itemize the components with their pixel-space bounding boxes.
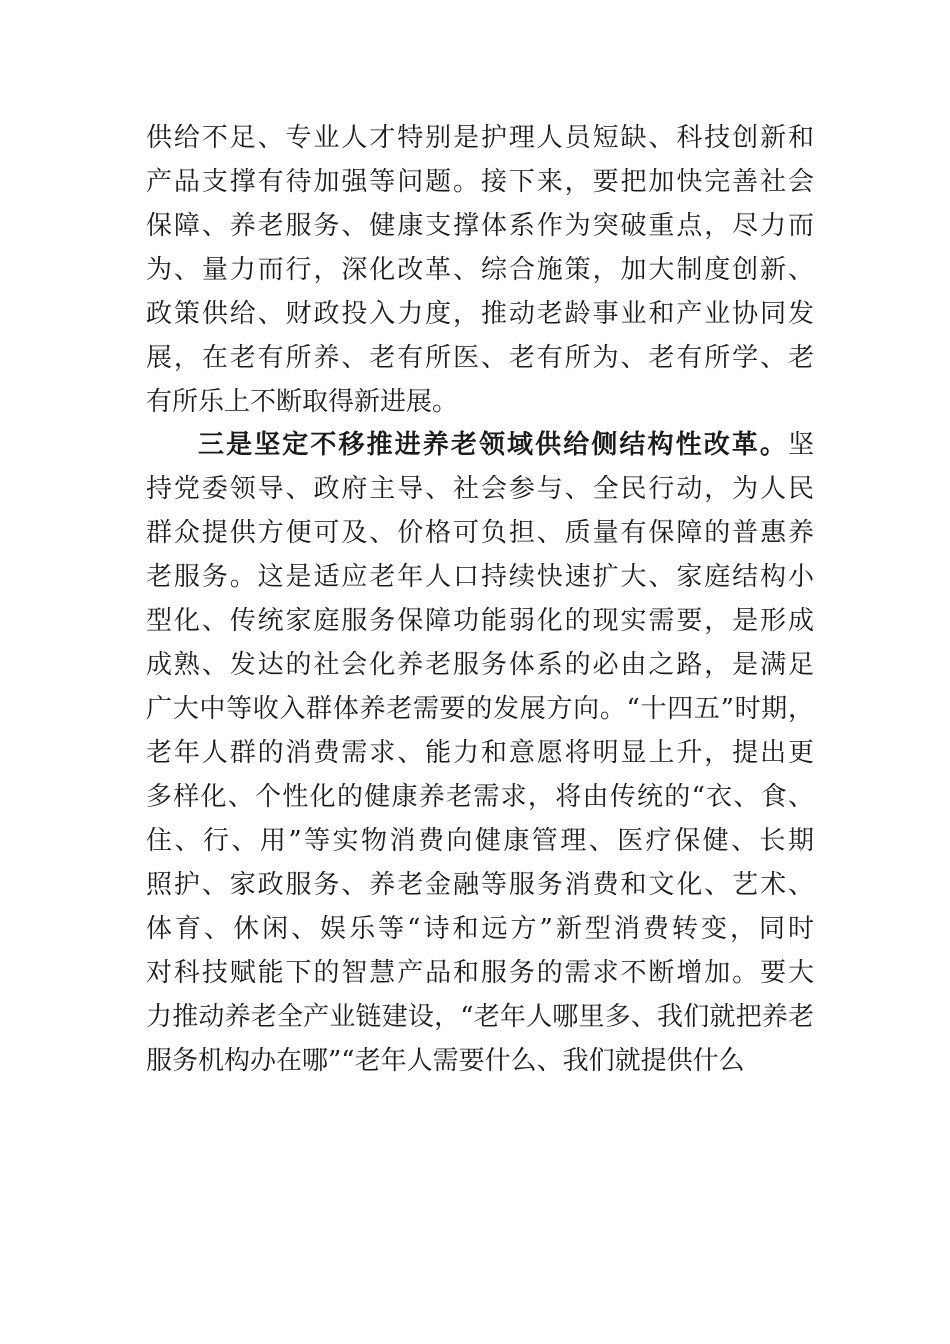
text-line: 政策供给、财政投入力度，推动老龄事业和产业协同发 [146, 299, 814, 329]
text-line: 广大中等收入群体养老需要的发展方向。“十四五”时期， [146, 694, 814, 724]
text-line: 为、量力而行，深化改革、综合施策，加大制度创新、 [146, 255, 814, 285]
text-line: 照护、家政服务、养老金融等服务消费和文化、艺术、 [146, 870, 814, 900]
paragraph-first-line [198, 423, 814, 467]
text-line: 产品支撑有待加强等问题。接下来，要把加快完善社会 [146, 167, 814, 197]
text-line: 体育、休闲、娱乐等“诗和远方”新型消费转变，同时 [146, 914, 814, 944]
text-line: 力推动养老全产业链建设，“老年人哪里多、我们就把养老 [146, 1002, 814, 1032]
text-line: 持党委领导、政府主导、社会参与、全民行动，为人民 [146, 474, 814, 504]
text-line: 住、行、用”等实物消费向健康管理、医疗保健、长期 [146, 826, 814, 856]
heading-continuation: 坚 [787, 430, 814, 460]
text-line: 展，在老有所养、老有所医、老有所为、老有所学、老 [146, 343, 814, 373]
text-line: 群众提供方便可及、价格可负担、质量有保障的普惠养 [146, 518, 814, 548]
text-line: 供给不足、专业人才特别是护理人员短缺、科技创新和 [146, 123, 814, 153]
text-line: 多样化、个性化的健康养老需求，将由传统的“衣、食、 [146, 782, 814, 812]
text-line: 保障、养老服务、健康支撑体系作为突破重点，尽力而 [146, 211, 814, 241]
text-line: 老服务。这是适应老年人口持续快速扩大、家庭结构小 [146, 562, 814, 592]
text-line: 服务机构办在哪”“老年人需要什么、我们就提供什么 [146, 1046, 745, 1076]
text-line: 老年人群的消费需求、能力和意愿将明显上升，提出更 [146, 738, 814, 768]
text-line: 型化、传统家庭服务保障功能弱化的现实需要，是形成 [146, 606, 814, 636]
text-line: 有所乐上不断取得新进展。 [146, 387, 459, 417]
text-line: 成熟、发达的社会化养老服务体系的必由之路，是满足 [146, 650, 814, 680]
text-line: 对科技赋能下的智慧产品和服务的需求不断增加。要大 [146, 958, 814, 988]
section-heading: 三是坚定不移推进养老领域供给侧结构性改革。 [198, 430, 788, 460]
